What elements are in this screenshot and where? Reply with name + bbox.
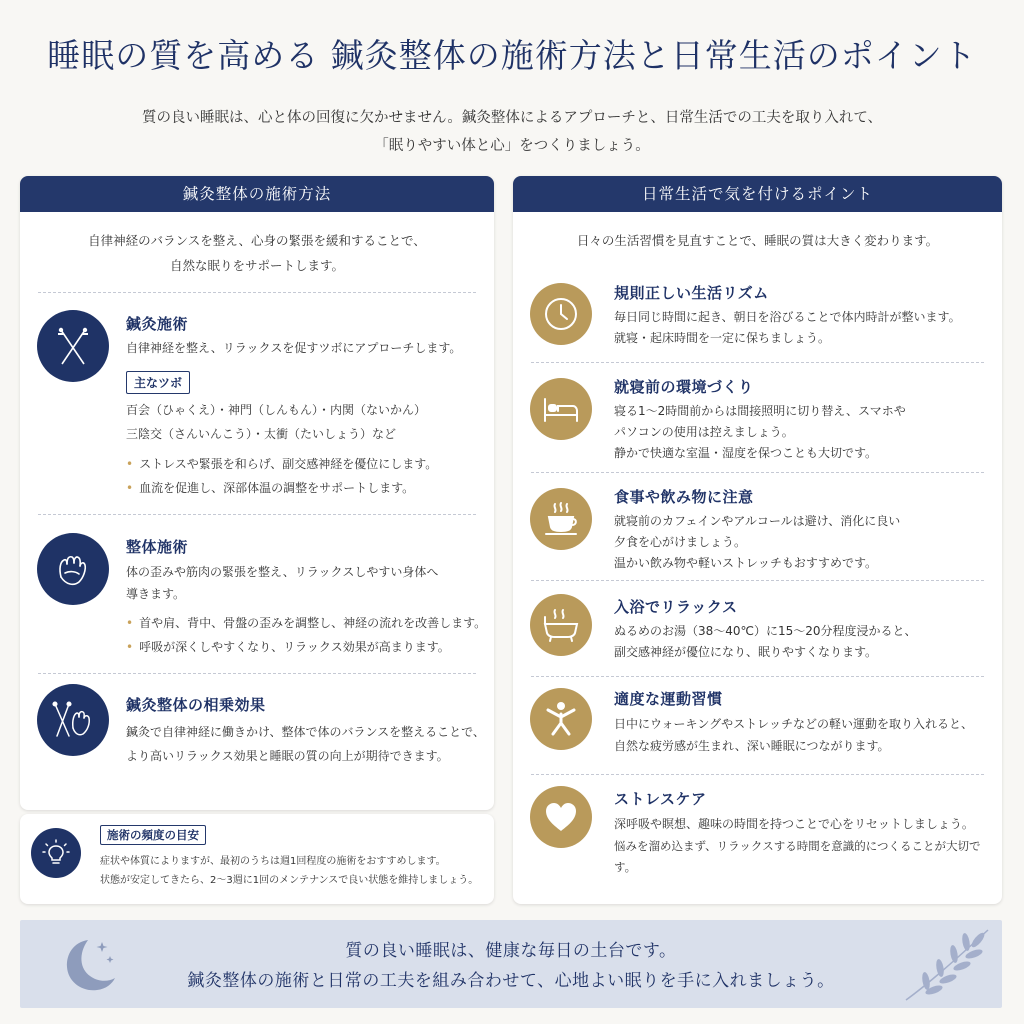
divider	[531, 774, 984, 775]
divider	[531, 362, 984, 363]
intro-line-2: 「眠りやすい体と心」をつくりましょう。	[374, 138, 650, 154]
lightbulb-icon	[31, 828, 81, 878]
right-panel	[513, 176, 1002, 904]
item-title: ストレスケア	[614, 790, 707, 808]
needles-icon	[37, 310, 109, 382]
acupuncture-desc: 自律神経を整え、リラックスを促すツボにアプローチします。	[126, 341, 462, 355]
exercise-icon	[530, 688, 592, 750]
synergy-desc-line-2: より高いリラックス効果と睡眠の質の向上が期待できます。	[126, 749, 449, 763]
divider	[531, 472, 984, 473]
footer-line-2: 鍼灸整体の施術と日常の工夫を組み合わせて、心地よい眠りを手に入れましょう。	[187, 971, 835, 991]
clock-icon	[530, 283, 592, 345]
item-title: 規則正しい生活リズム	[614, 284, 769, 302]
bullet-text: ストレスや緊張を和らげ、副交感神経を優位にします。	[139, 457, 438, 471]
seitai-desc-line-2: 導きます。	[126, 587, 186, 601]
item-title: 入浴でリラックス	[614, 598, 738, 616]
divider	[531, 676, 984, 677]
item-title: 就寝前の環境づくり	[614, 378, 754, 396]
divider	[38, 673, 476, 674]
bullet-item	[126, 476, 414, 500]
synergy-title: 鍼灸整体の相乗効果	[126, 696, 266, 714]
bullet-dot: •	[126, 640, 134, 654]
bullet-text: 血流を促進し、深部体温の調整をサポートします。	[139, 481, 415, 495]
bullet-item	[126, 611, 486, 635]
frequency-box	[20, 814, 494, 904]
bath-icon	[530, 594, 592, 656]
acupoints-line-1: 百会（ひゃくえ）・神門（しんもん）・内関（ないかん）	[126, 403, 427, 417]
item-line: 悩みを溜め込まず、リラックスする時間を意識的につくることが大切です。	[614, 839, 981, 874]
bullet-dot: •	[126, 457, 134, 471]
bullet-dot: •	[126, 481, 134, 495]
item-line: 日中にウォーキングやストレッチなどの軽い運動を取り入れると、	[614, 717, 974, 731]
item-line: パソコンの使用は控えましょう。	[614, 425, 794, 439]
item-title: 食事や飲み物に注意	[614, 488, 754, 506]
bullet-text: 首や肩、背中、骨盤の歪みを調整し、神経の流れを改善します。	[139, 616, 487, 630]
divider	[38, 292, 476, 293]
cup-icon	[530, 488, 592, 550]
needles-hand-icon	[37, 684, 109, 756]
bed-icon	[530, 378, 592, 440]
bullet-dot: •	[126, 616, 134, 630]
item-line: 就寝前のカフェインやアルコールは避け、消化に良い	[614, 514, 901, 528]
left-lead-line-2: 自然な眠りをサポートします。	[169, 258, 344, 273]
intro-line-1: 質の良い睡眠は、心と体の回復に欠かせません。鍼灸整体によるアプローチと、日常生活での工夫を取り入れて、	[141, 110, 883, 126]
item-line: 温かい飲み物や軽いストレッチもおすすめです。	[614, 556, 878, 570]
footer-message	[20, 936, 1002, 996]
divider	[531, 580, 984, 581]
item-line: 寝る1〜2時間前からは間接照明に切り替え、スマホや	[614, 404, 906, 418]
hand-icon	[37, 533, 109, 605]
heart-icon	[530, 786, 592, 848]
item-line: 夕食を心がけましょう。	[614, 535, 747, 549]
left-panel	[20, 176, 494, 810]
bullet-item	[126, 635, 450, 659]
left-panel-header: 鍼灸整体の施術方法	[20, 176, 494, 212]
bullet-text: 呼吸が深くしやすくなり、リラックス効果が高まります。	[139, 640, 450, 654]
synergy-desc-line-1: 鍼灸で自律神経に働きかけ、整体で体のバランスを整えることで、	[126, 725, 485, 739]
page-title: 睡眠の質を高める 鍼灸整体の施術方法と日常生活のポイント	[47, 36, 977, 75]
right-panel-lead: 日々の生活習慣を見直すことで、睡眠の質は大きく変わります。	[576, 233, 939, 248]
divider	[38, 514, 476, 515]
left-lead-line-1: 自律神経のバランスを整え、心身の緊張を緩和することで、	[88, 233, 426, 248]
item-line: 自然な疲労感が生まれ、深い睡眠につながります。	[614, 739, 890, 753]
frequency-tag: 施術の頻度の目安	[100, 825, 206, 845]
acupoints-line-2: 三陰交（さんいんこう）・太衝（たいしょう）など	[126, 427, 397, 441]
footer-line-1: 質の良い睡眠は、健康な毎日の土台です。	[345, 941, 677, 961]
main-points-tag: 主なツボ	[126, 371, 190, 394]
frequency-line-1: 症状や体質によりますが、最初のうちは週1回程度の施術をおすすめします。	[100, 856, 446, 867]
footer-banner	[20, 920, 1002, 1008]
leaf-icon	[898, 924, 994, 1008]
frequency-line-2: 状態が安定してきたら、2〜3週に1回のメンテナンスで良い状態を維持しましょう。	[100, 875, 479, 886]
seitai-title: 整体施術	[126, 538, 189, 556]
item-line: 静かで快適な室温・湿度を保つことも大切です。	[614, 446, 878, 460]
intro	[0, 104, 1024, 160]
seitai-desc-line-1: 体の歪みや筋肉の緊張を整え、リラックスしやすい身体へ	[126, 565, 439, 579]
right-panel-header: 日常生活で気を付けるポイント	[513, 176, 1002, 212]
item-line: ぬるめのお湯（38〜40℃）に15〜20分程度浸かると、	[614, 624, 917, 638]
item-title: 適度な運動習慣	[614, 690, 723, 708]
item-line: 副交感神経が優位になり、眠りやすくなります。	[614, 645, 878, 659]
item-line: 就寝・起床時間を一定に保ちましょう。	[614, 331, 831, 345]
left-panel-lead	[20, 228, 494, 278]
item-line: 毎日同じ時間に起き、朝日を浴びることで体内時計が整います。	[614, 310, 961, 324]
bullet-item	[126, 452, 437, 476]
acupuncture-title: 鍼灸施術	[126, 315, 189, 333]
item-line: 深呼吸や瞑想、趣味の時間を持つことで心をリセットしましょう。	[614, 817, 974, 831]
